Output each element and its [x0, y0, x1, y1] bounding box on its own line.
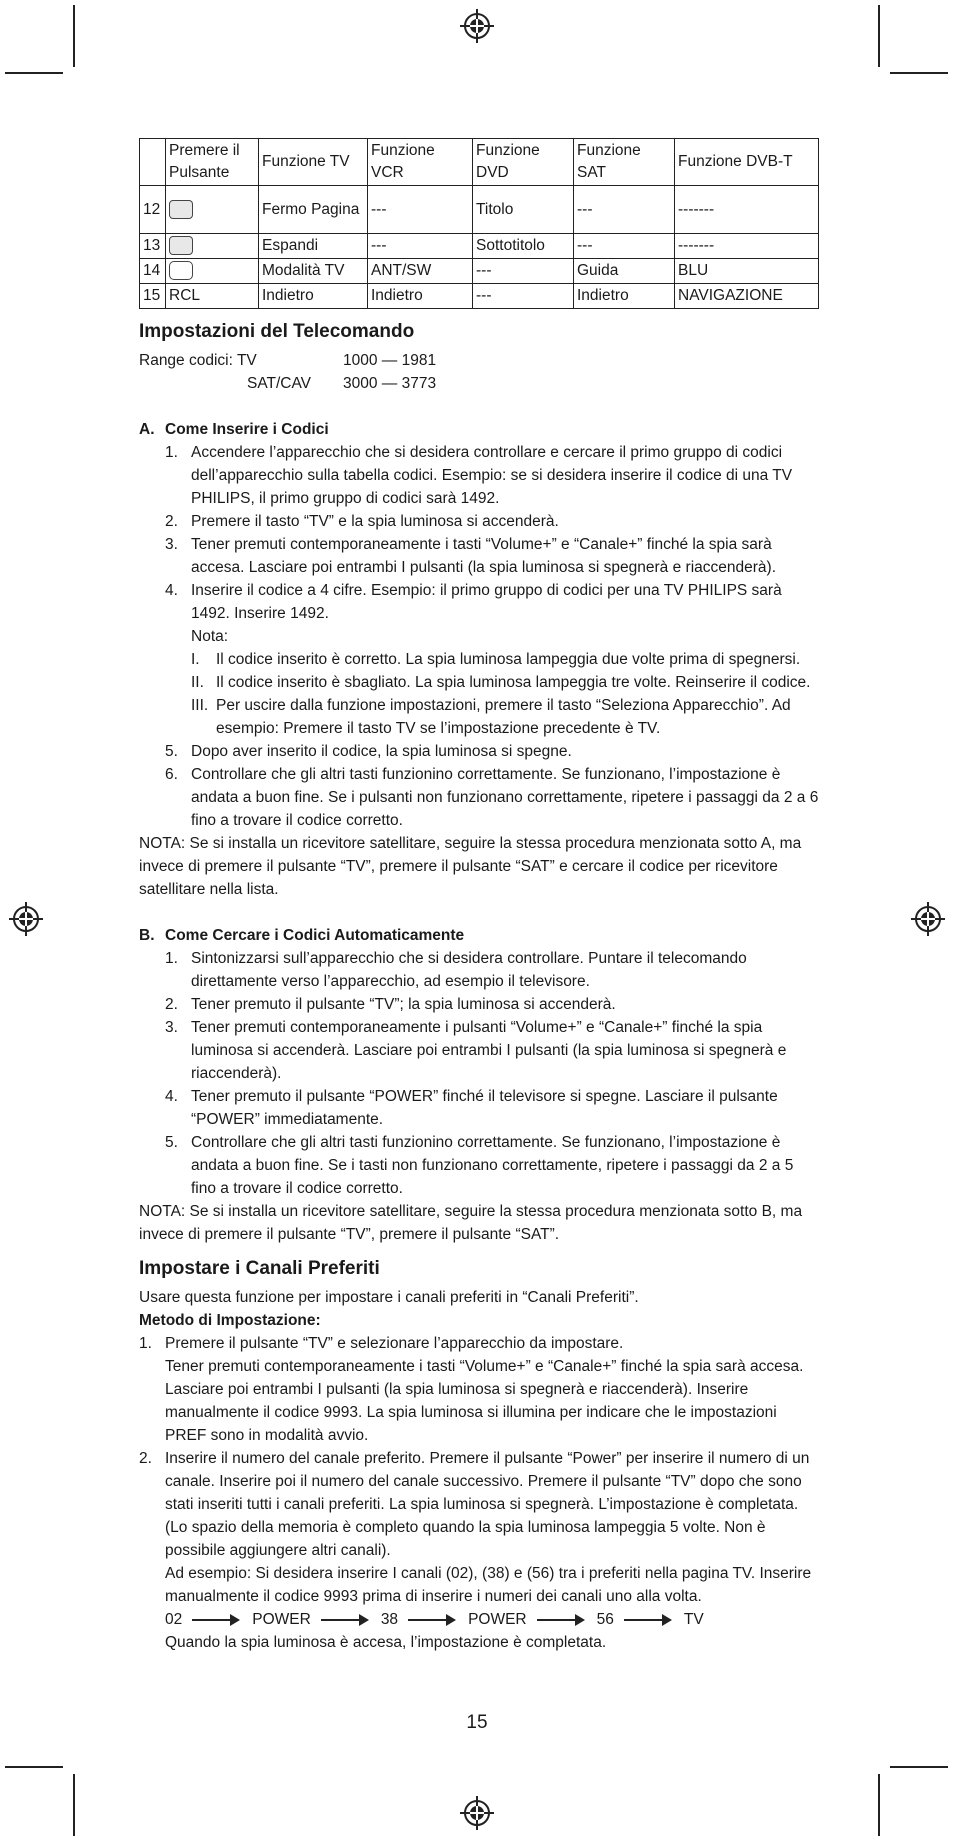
crop-mark	[878, 1774, 880, 1836]
sat-function: ---	[574, 234, 675, 259]
arrow-right-icon	[192, 1619, 238, 1621]
row-number: 15	[140, 284, 166, 309]
list-item: 3. Tener premuti contemporaneamente i pulsanti “Volume+” e “Canale+” finché la spia luminosa si accenderà. Lasciare poi entrambi I pulsanti (la spia luminosa si spegnerà e riaccenderà).	[165, 1019, 787, 1082]
dvbt-function: NAVIGAZIONE	[675, 284, 819, 309]
list-item: 3. Tener premuti contemporaneamente i tasti “Volume+” e “Canale+” finché la spia sarà accesa. Lasciare poi entrambi I pulsanti (la spia luminosa si spegnerà e riaccenderà).	[165, 536, 776, 576]
list-item: 5. Controllare che gli altri tasti funzionino correttamente. Se funzionano, l’impostazione è andata a buon fine. Se i tasti non funzionano correttamente, ripetere i passaggi da 2 a 5 fino a trovare il codice corretto.	[165, 1134, 794, 1197]
dvbt-function: -------	[675, 186, 819, 234]
list-item: 4. Tener premuto il pulsante “POWER” finché il televisore si spegne. Lasciare il pulsante “POWER” immediatamente.	[165, 1088, 778, 1128]
sat-label: SAT/CAV	[247, 375, 312, 392]
tv-function: Fermo Pagina	[259, 186, 368, 234]
code-range	[139, 349, 819, 395]
section-a-title: A. Come Inserire i Codici	[139, 421, 329, 438]
page-content	[139, 138, 819, 1654]
dvbt-function: BLU	[675, 259, 819, 284]
sequence-step: 38	[380, 1611, 399, 1628]
section-a	[139, 418, 819, 901]
dvd-function: ---	[473, 259, 574, 284]
vcr-function: ---	[368, 186, 473, 234]
button-function-table	[139, 138, 819, 309]
range-label: Range codici: TV	[139, 352, 257, 369]
example-text: Ad esempio: Si desidera inserire I canali (02), (38) e (56) tra i preferiti nella pagina TV. Inserire manualmente il codice 9993 prima di inserire i numeri dei canali uno alla volta.	[165, 1565, 812, 1605]
list-item: 5. Dopo aver inserito il codice, la spia luminosa si spegne.	[165, 743, 572, 760]
table-row	[140, 284, 819, 309]
favorites-intro: Usare questa funzione per impostare i canali preferiti in “Canali Preferiti”.	[139, 1289, 639, 1306]
registration-mark-icon	[911, 902, 945, 936]
table-header-cell: Funzione DVD	[473, 139, 574, 186]
list-item: 4. Inserire il codice a 4 cifre. Esempio: il primo gruppo di codici per una TV PHILIPS sarà 1492. Inserire 1492.	[165, 582, 782, 622]
dvd-function: Titolo	[473, 186, 574, 234]
list-item: 1. Premere il pulsante “TV” e selezionare l’apparecchio da impostare. Tener premuti contemporaneamente i tasti “Volume+” e “Canale+” finché la spia sarà accesa. Lasciare poi entrambi I pulsanti (la spia luminosa si spegnerà e riaccenderà). Inserire manualmente il codice 9993. La spia luminosa si illumina per indicare che le impostazioni PREF sono in modalità avvio.	[139, 1335, 804, 1444]
dvd-function: ---	[473, 284, 574, 309]
page-number: 15	[466, 1712, 488, 1733]
key-cell: RCL	[166, 284, 259, 309]
table-header-row	[140, 139, 819, 186]
tv-range: 1000 — 1981	[343, 352, 437, 369]
crop-mark	[73, 1774, 75, 1836]
table-header-cell	[140, 139, 166, 186]
table-row	[140, 234, 819, 259]
sub-item: II. Il codice inserito è sbagliato. La spia luminosa lampeggia tre volte. Reinserire il codice.	[191, 674, 811, 691]
sequence-step: TV	[683, 1611, 704, 1628]
table-row	[140, 259, 819, 284]
key-cell	[166, 234, 259, 259]
vcr-function: ANT/SW	[368, 259, 473, 284]
section-a-note: NOTA: Se si installa un ricevitore satellitare, seguire la stessa procedura menzionata sotto A, ma invece di premere il pulsante “TV”, premere il pulsante “SAT” e cercare il codice per ricevitore satellitare nella lista.	[139, 835, 802, 898]
dvd-function: Sottotitolo	[473, 234, 574, 259]
crop-mark	[5, 72, 63, 74]
sequence-step: 56	[596, 1611, 614, 1628]
list-item: 1. Accendere l’apparecchio che si desidera controllare e cercare il primo gruppo di codici dell’apparecchio sulla tabella codici. Esempio: se si desidera inserire il codice di una TV PHILIPS, il primo gruppo di codici sarà 1492.	[165, 444, 793, 507]
list-item: 2. Premere il tasto “TV” e la spia luminosa si accenderà.	[165, 513, 559, 530]
arrow-right-icon	[537, 1619, 583, 1621]
table-header-cell: Premere il Pulsante	[166, 139, 259, 186]
registration-mark-icon	[460, 9, 494, 43]
row-number: 13	[140, 234, 166, 259]
table-header-cell: Funzione DVB-T	[675, 139, 819, 186]
list-item: 6. Controllare che gli altri tasti funzionino correttamente. Se funzionano, l’impostazione è andata a buon fine. Se i pulsanti non funzionano correttamente, ripetere i passaggi da 2 a 6 fino a trovare il codice corretto.	[165, 766, 819, 829]
row-number: 12	[140, 186, 166, 234]
crop-mark	[890, 1766, 948, 1768]
tv-function: Espandi	[259, 234, 368, 259]
sub-item: I. Il codice inserito è corretto. La spia luminosa lampeggia due volte prima di spegnersi.	[191, 651, 801, 668]
crop-mark	[878, 5, 880, 67]
registration-mark-icon	[460, 1796, 494, 1830]
section-b	[139, 924, 819, 1246]
key-sequence	[165, 1608, 819, 1631]
tv-function: Modalità TV	[259, 259, 368, 284]
table-header-cell: Funzione VCR	[368, 139, 473, 186]
table-header-cell: Funzione SAT	[574, 139, 675, 186]
crop-mark	[890, 72, 948, 74]
list-item: 2. Inserire il numero del canale preferito. Premere il pulsante “Power” per inserire il numero di un canale. Inserire poi il numero del canale successivo. Premere il pulsante “TV” dopo che sono stati inseriti tutti i canali preferiti. La spia luminosa si spegnerà. L’impostazione è completata. (Lo spazio della memoria è completo quando la spia luminosa lampeggia 5 volte. Non è possibile aggiungere altri canali). Ad esempio: Si desidera inserire I canali (02), (38) e (56) tra i preferiti nella pagina TV. Inserire manualmente il codice 9993 prima di inserire i numeri dei canali uno alla volta. 02 POWER 38 POWER 56 TV Quando la spia luminosa è accesa, l’impostazione è completata.	[139, 1447, 819, 1654]
tv-function: Indietro	[259, 284, 368, 309]
arrow-right-icon	[321, 1619, 367, 1621]
arrow-right-icon	[408, 1619, 454, 1621]
method-label: Metodo di Impostazione:	[139, 1312, 321, 1329]
favorites-heading: Impostare i Canali Preferiti	[139, 1258, 380, 1279]
registration-mark-icon	[9, 902, 43, 936]
key-cell	[166, 186, 259, 234]
vcr-function: ---	[368, 234, 473, 259]
final-text: Quando la spia luminosa è accesa, l’impostazione è completata.	[165, 1634, 607, 1651]
table-header-cell: Funzione TV	[259, 139, 368, 186]
table-row	[140, 186, 819, 234]
arrow-right-icon	[624, 1619, 670, 1621]
sequence-step: POWER	[468, 1611, 527, 1628]
list-item: 2. Tener premuto il pulsante “TV”; la spia luminosa si accenderà.	[165, 996, 616, 1013]
sat-function: Guida	[574, 259, 675, 284]
sat-function: Indietro	[574, 284, 675, 309]
text-hold-icon	[169, 200, 193, 219]
sequence-step: 02	[165, 1611, 183, 1628]
list-item: 1. Sintonizzarsi sull’apparecchio che si desidera controllare. Puntare il telecomando direttamente verso l’apparecchio, ad esempio il televisore.	[165, 950, 747, 990]
text-expand-icon	[169, 236, 193, 255]
key-cell	[166, 259, 259, 284]
row-number: 14	[140, 259, 166, 284]
crop-mark	[5, 1766, 63, 1768]
nota-label: Nota:	[191, 628, 229, 645]
tv-mode-icon	[169, 261, 193, 280]
sat-function: ---	[574, 186, 675, 234]
section-b-note: NOTA: Se si installa un ricevitore satellitare, seguire la stessa procedura menzionata sotto B, ma invece di premere il pulsante “TV”, premere il pulsante “SAT”.	[139, 1203, 803, 1243]
settings-heading: Impostazioni del Telecomando	[139, 321, 415, 342]
crop-mark	[73, 5, 75, 67]
vcr-function: Indietro	[368, 284, 473, 309]
dvbt-function: -------	[675, 234, 819, 259]
sat-range: 3000 — 3773	[343, 375, 437, 392]
sub-item: III. Per uscire dalla funzione impostazioni, premere il tasto “Seleziona Apparecchio”. Ad esempio: Premere il tasto TV se l’impostazione precedente è TV.	[191, 697, 791, 737]
section-b-title: B. Come Cercare i Codici Automaticamente	[139, 927, 465, 944]
sequence-step: POWER	[252, 1611, 311, 1628]
